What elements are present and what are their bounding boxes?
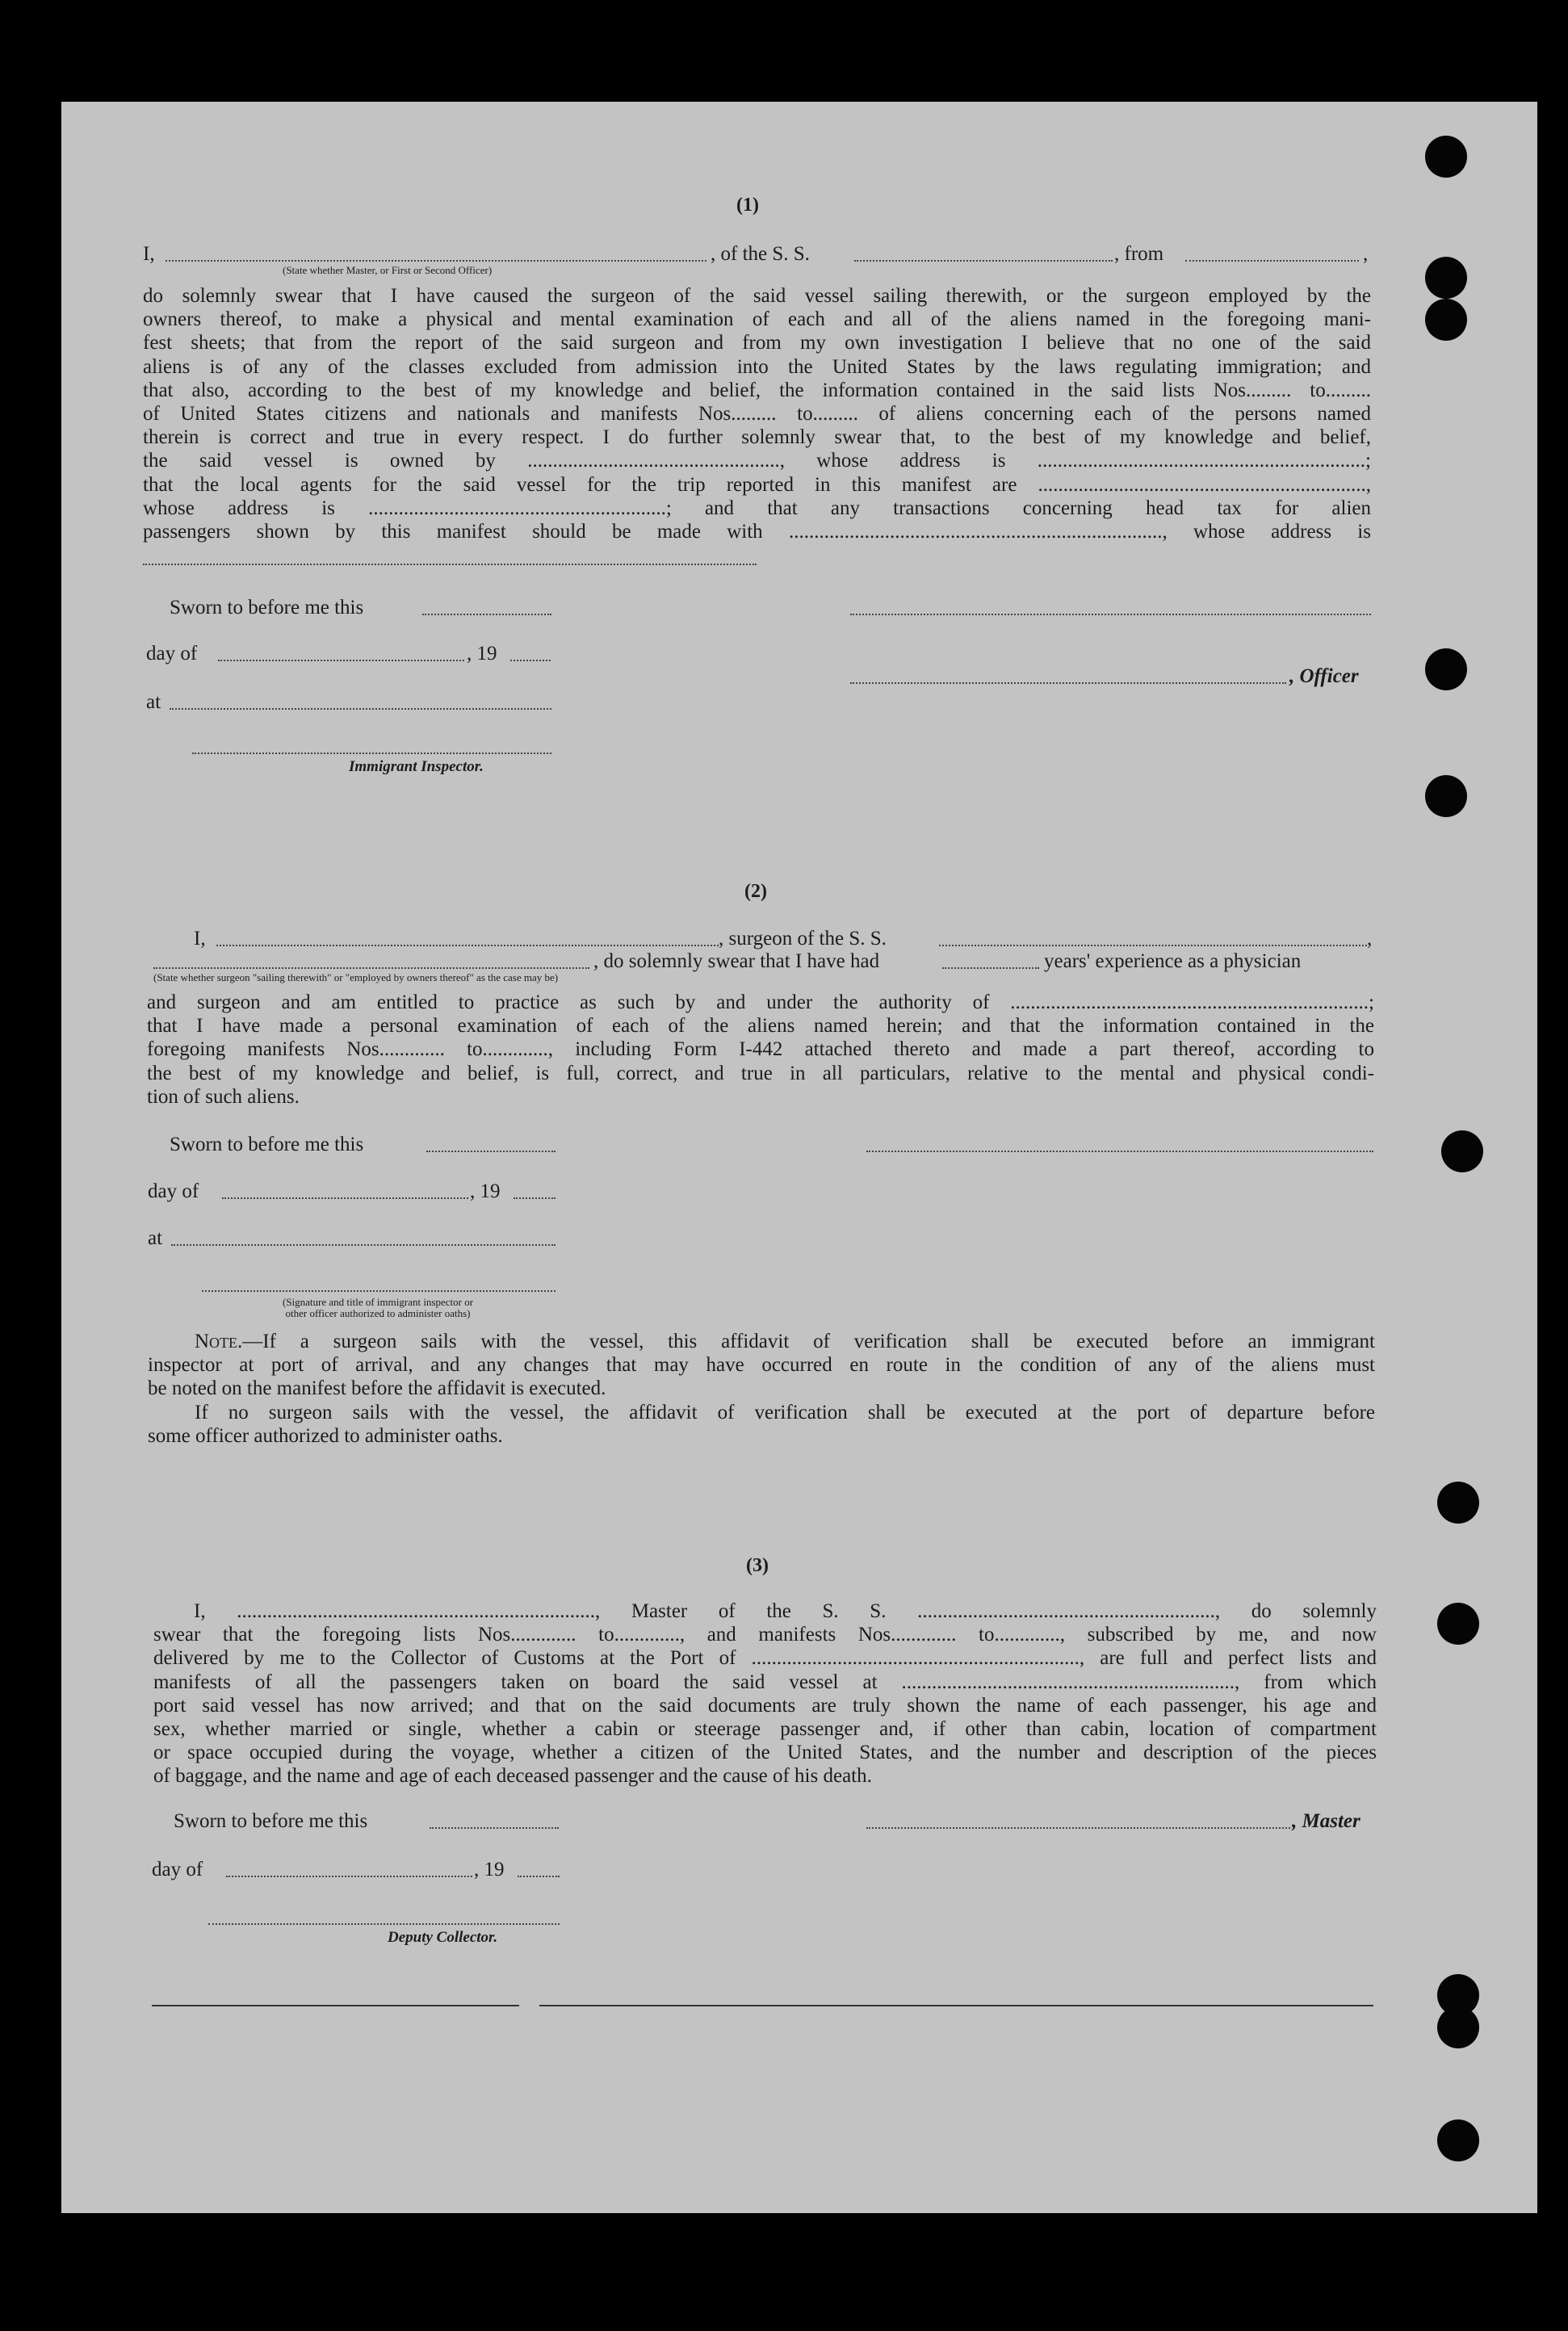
year-field: [518, 1876, 560, 1877]
section-2-number: (2): [744, 881, 767, 902]
bottom-rule: [152, 2005, 519, 2006]
text: , do solemnly swear that I have had: [593, 950, 880, 972]
officer-signature-field: [850, 614, 1371, 615]
paragraph-line: swear that the foregoing lists Nos............. to............., and manifests Nos............. to............., subscribed by me, and now: [153, 1624, 1377, 1646]
day-of-label: day of: [146, 643, 198, 665]
caption: (Signature and title of immigrant inspector or: [282, 1296, 474, 1308]
text: I,: [143, 243, 155, 265]
punch-hole: [1425, 648, 1467, 690]
day-field: [218, 660, 464, 661]
vessel-name-field: [854, 260, 1113, 262]
paragraph-line: the best of my knowledge and belief, is full, correct, and true in all particulars, relative to the mental and physical condi-: [147, 1062, 1374, 1084]
day-of-label: day of: [148, 1180, 199, 1202]
section-1-paragraph: [143, 284, 1371, 543]
paragraph-line: I, ......................................................................., Master of the S. S. ..........................................................., do solemnly: [194, 1600, 1377, 1622]
day-field: [222, 1197, 468, 1199]
paragraph-line: therein is correct and true in every respect. I do further solemnly swear that, to the best of my knowledge and belief,: [143, 426, 1371, 449]
section-3-number: (3): [746, 1555, 769, 1576]
punch-hole: [1425, 257, 1467, 299]
from-field: [1185, 260, 1359, 262]
punch-hole: [1441, 1130, 1483, 1172]
paragraph-line: whose address is ...........................................................; and that any transactions concerning head tax for alien: [143, 497, 1371, 519]
master-label: , Master: [1292, 1810, 1360, 1832]
punch-hole: [1437, 2006, 1479, 2048]
at-field: [171, 1244, 556, 1246]
at-label: at: [148, 1227, 163, 1249]
paragraph-line: that I have made a personal examination of each of the aliens named herein; and that the information contained in the: [147, 1015, 1374, 1038]
sworn-date-field: [422, 614, 551, 615]
year-label: , 19: [467, 643, 497, 665]
paragraph-line: some officer authorized to administer oaths.: [148, 1424, 503, 1447]
sworn-date-field: [430, 1827, 559, 1829]
officer-label: , Officer: [1289, 665, 1359, 687]
section-1-line-1: [143, 242, 155, 266]
paragraph-line: [148, 1330, 1375, 1353]
at-field: [170, 708, 551, 710]
sworn-label: Sworn to before me this: [170, 1134, 364, 1155]
punch-hole: [1425, 299, 1467, 341]
paragraph-line: of baggage, and the name and age of each deceased passenger and the cause of his death.: [153, 1765, 872, 1788]
master-signature-field: [866, 1827, 1290, 1829]
text: , from: [1114, 243, 1164, 265]
year-field: [510, 660, 551, 661]
paragraph-line: passengers shown by this manifest should be made with .........................................................................., whose address is: [143, 521, 1371, 543]
sworn-label: Sworn to before me this: [174, 1810, 368, 1832]
paragraph-line: sex, whether married or single, whether a cabin or steerage passenger and, if other than cabin, location of compartment: [153, 1718, 1377, 1741]
paragraph-line: the said vessel is owned by .................................................., whose address is .................................................................;: [143, 450, 1371, 472]
section-3-paragraph: [153, 1599, 1377, 1788]
paragraph-line: that the local agents for the said vessel for the trip reported in this manifest are .................................................................,: [143, 473, 1371, 496]
inspector-signature-field: [192, 753, 551, 754]
sworn-date-field: [426, 1151, 556, 1152]
paragraph-line: fest sheets; that from the report of the said surgeon and from my own investigation I believe that no one of the said: [143, 332, 1371, 354]
punch-hole: [1437, 2119, 1479, 2161]
paragraph-line: foregoing manifests Nos............. to............., including Form I-442 attached thereto and made a part thereof, according to: [147, 1038, 1374, 1061]
paragraph-line: and surgeon and am entitled to practice as such by and under the authority of .......................................................................;: [147, 992, 1374, 1013]
punch-hole: [1425, 136, 1467, 178]
paragraph-line: If no surgeon sails with the vessel, the affidavit of verification shall be executed at the port of departure before: [195, 1401, 1375, 1423]
vessel-name-field: [939, 945, 1367, 946]
paragraph-line: or space occupied during the voyage, whether a citizen of the United States, and the number and description of the pieces: [153, 1742, 1377, 1764]
inspector-signature-field: [202, 1290, 556, 1292]
paragraph-line: be noted on the manifest before the affidavit is executed.: [148, 1377, 606, 1400]
paragraph-line: manifests of all the passengers taken on board the said vessel at .................................................................., from which: [153, 1671, 1377, 1693]
year-label: , 19: [474, 1859, 505, 1880]
officer-line: [850, 682, 1286, 684]
note-paragraph: [148, 1330, 1375, 1448]
paragraph-line: of United States citizens and nationals and manifests Nos......... to......... of aliens concerning each of the persons named: [143, 403, 1371, 426]
text: years' experience as a physician: [1044, 950, 1302, 972]
punch-hole: [1425, 775, 1467, 817]
surgeon-signature-field: [866, 1151, 1373, 1152]
at-label: at: [146, 691, 161, 713]
master-name-field: [166, 260, 706, 262]
collector-signature-field: [208, 1923, 560, 1925]
day-of-label: day of: [152, 1859, 203, 1880]
section-2-paragraph: [147, 991, 1374, 1109]
paragraph-line: aliens is of any of the classes excluded from admission into the United States by the laws regulating immigration; and: [143, 355, 1371, 378]
surgeon-type-field: [153, 967, 589, 969]
caption: (State whether surgeon "sailing therewith" or "employed by owners thereof" as the case may be): [153, 971, 559, 983]
year-label: , 19: [470, 1180, 501, 1202]
paragraph-line: inspector at port of arrival, and any changes that may have occurred en route in the condition of any of the aliens must: [148, 1354, 1375, 1377]
punch-hole: [1437, 1482, 1479, 1524]
caption: other officer authorized to administer oaths): [285, 1307, 471, 1319]
caption: (State whether Master, or First or Second Officer): [283, 264, 493, 276]
day-field: [226, 1876, 472, 1877]
surgeon-name-field: [216, 945, 719, 946]
paragraph-line: port said vessel has now arrived; and that on the said documents are truly shown the name of each passenger, his age and: [153, 1694, 1377, 1717]
paragraph-line: do solemnly swear that I have caused the surgeon of the said vessel sailing therewith, or the surgeon employed by the: [143, 285, 1371, 307]
text: —If a surgeon sails with the vessel, this affidavit of verification shall be executed before an immigrant: [242, 1331, 1375, 1352]
paragraph-line: tion of such aliens.: [147, 1085, 300, 1108]
deputy-label: Deputy Collector.: [388, 1929, 498, 1946]
paragraph-line: delivered by me to the Collector of Customs at the Port of ................................................................., are full and perfect lists and: [153, 1647, 1377, 1670]
inspector-label: Immigrant Inspector.: [349, 758, 484, 775]
punch-hole: [1437, 1603, 1479, 1645]
paragraph-line: owners thereof, to make a physical and mental examination of each and all of the aliens named in the foregoing mani-: [143, 308, 1371, 331]
text: ,: [1363, 243, 1369, 265]
years-field: [942, 967, 1039, 969]
section-1-number: (1): [736, 195, 759, 216]
bottom-rule: [539, 2005, 1373, 2006]
text: , of the S. S.: [711, 243, 810, 265]
text: ,: [1367, 928, 1373, 950]
paragraph-line: that also, according to the best of my knowledge and belief, the information contained in the said lists Nos......... to.........: [143, 379, 1371, 401]
note-label: Note.: [195, 1331, 243, 1352]
year-field: [514, 1197, 556, 1199]
text: , surgeon of the S. S.: [719, 928, 887, 950]
continuation-field: [143, 564, 757, 565]
text: I,: [194, 928, 206, 950]
sworn-label: Sworn to before me this: [170, 597, 364, 618]
